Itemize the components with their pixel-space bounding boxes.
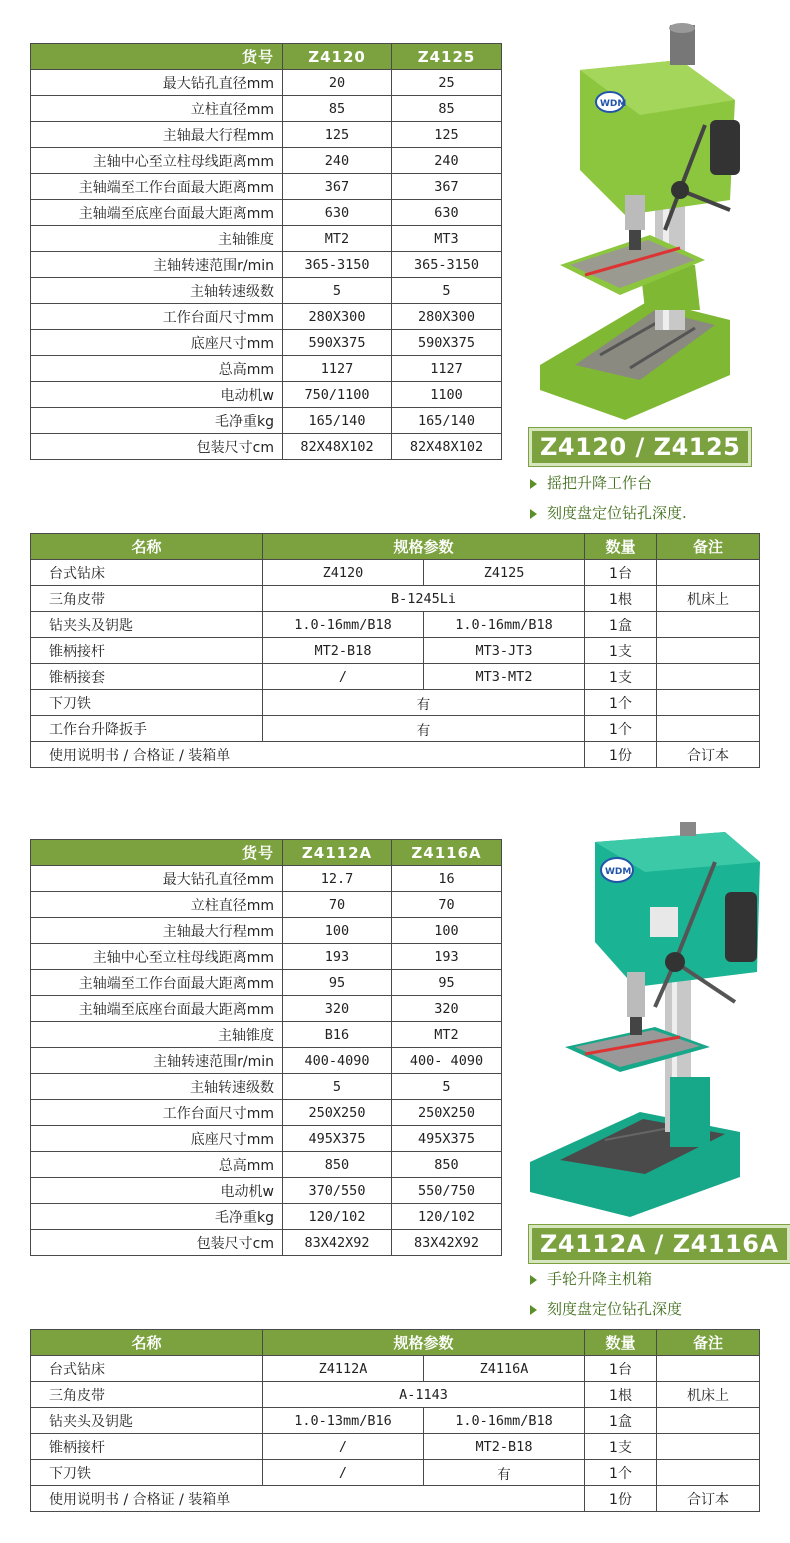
spec-value-b: 85 [392, 96, 502, 122]
accessory-note [657, 690, 760, 716]
accessory-qty: 1个 [585, 690, 657, 716]
drill-press-z4120-image [530, 20, 760, 420]
spec-label: 包装尺寸cm [31, 434, 283, 460]
accessory-note [657, 612, 760, 638]
spec-label: 包装尺寸cm [31, 1230, 283, 1256]
accessory-name: 使用说明书 / 合格证 / 装箱单 [31, 1486, 585, 1512]
accessory-row [31, 1408, 760, 1434]
spec-table-2 [30, 839, 502, 1256]
feature-2-1 [530, 1268, 652, 1289]
accessory-name: 台式钻床 [31, 560, 263, 586]
spec-label: 主轴端至底座台面最大距离mm [31, 200, 283, 226]
accessory-row [31, 612, 760, 638]
accessory-spec-a: / [263, 1460, 424, 1486]
accessory-spec-b: MT3-MT2 [424, 664, 585, 690]
spec-value-b: 550/750 [392, 1178, 502, 1204]
spec-value-a: 100 [283, 918, 392, 944]
spec-value-a: 5 [283, 1074, 392, 1100]
accessory-name: 锥柄接杆 [31, 1434, 263, 1460]
spec-value-b: 250X250 [392, 1100, 502, 1126]
spec-row [31, 252, 502, 278]
accessory-spec-b: MT3-JT3 [424, 638, 585, 664]
spec-value-a: 120/102 [283, 1204, 392, 1230]
spec-label: 主轴端至工作台面最大距离mm [31, 174, 283, 200]
spec-value-b: 5 [392, 278, 502, 304]
acc-header-spec: 规格参数 [263, 534, 585, 560]
spec-value-b: 25 [392, 70, 502, 96]
spec-row [31, 1048, 502, 1074]
machine-1-logo: WDM [600, 99, 627, 109]
spec-value-a: 20 [283, 70, 392, 96]
accessory-name: 工作台升降扳手 [31, 716, 263, 742]
acc-header-qty: 数量 [585, 534, 657, 560]
accessory-spec-a: 1.0-13mm/B16 [263, 1408, 424, 1434]
acc-header-name: 名称 [31, 1330, 263, 1356]
spec-row [31, 330, 502, 356]
spec-row [31, 200, 502, 226]
spec-value-b: 1127 [392, 356, 502, 382]
spec-header-model-a: Z4112A [283, 840, 392, 866]
spec-value-a: 125 [283, 122, 392, 148]
spec-row [31, 1022, 502, 1048]
spec-label: 主轴端至工作台面最大距离mm [31, 970, 283, 996]
spec-label: 主轴最大行程mm [31, 918, 283, 944]
spec-row [31, 970, 502, 996]
spec-value-a: 495X375 [283, 1126, 392, 1152]
spec-label: 主轴转速级数 [31, 278, 283, 304]
spec-row [31, 1126, 502, 1152]
spec-label: 主轴转速级数 [31, 1074, 283, 1100]
spec-value-b: 82X48X102 [392, 434, 502, 460]
spec-value-a: 5 [283, 278, 392, 304]
feature-text: 手轮升降主机箱 [547, 1270, 653, 1288]
accessory-qty: 1个 [585, 1460, 657, 1486]
spec-header-label: 货号 [31, 840, 283, 866]
accessory-spec-b: Z4116A [424, 1356, 585, 1382]
spec-label: 毛净重kg [31, 408, 283, 434]
spec-value-b: 280X300 [392, 304, 502, 330]
accessory-spec: 有 [263, 716, 585, 742]
spec-value-a: 95 [283, 970, 392, 996]
feature-1-1 [530, 472, 652, 493]
spec-value-a: 630 [283, 200, 392, 226]
accessory-qty: 1个 [585, 716, 657, 742]
spec-value-a: B16 [283, 1022, 392, 1048]
accessory-note: 合订本 [657, 742, 760, 768]
spec-label: 主轴中心至立柱母线距离mm [31, 148, 283, 174]
spec-value-a: 240 [283, 148, 392, 174]
spec-value-a: 370/550 [283, 1178, 392, 1204]
spec-value-b: 70 [392, 892, 502, 918]
spec-row [31, 96, 502, 122]
accessory-name: 三角皮带 [31, 1382, 263, 1408]
spec-value-b: 5 [392, 1074, 502, 1100]
spec-row [31, 434, 502, 460]
accessory-row [31, 560, 760, 586]
spec-value-a: MT2 [283, 226, 392, 252]
accessory-qty: 1根 [585, 586, 657, 612]
spec-row [31, 1204, 502, 1230]
spec-row [31, 148, 502, 174]
spec-row [31, 1230, 502, 1256]
accessory-note [657, 1408, 760, 1434]
accessory-note: 合订本 [657, 1486, 760, 1512]
spec-header-model-b: Z4125 [392, 44, 502, 70]
accessory-note [657, 1434, 760, 1460]
accessory-spec-a: 1.0-16mm/B18 [263, 612, 424, 638]
spec-table-1 [30, 43, 502, 460]
accessory-row [31, 1460, 760, 1486]
accessory-note [657, 560, 760, 586]
accessory-spec-a: / [263, 664, 424, 690]
accessory-spec: 有 [263, 690, 585, 716]
accessory-note [657, 638, 760, 664]
accessory-name: 使用说明书 / 合格证 / 装箱单 [31, 742, 585, 768]
spec-value-b: 100 [392, 918, 502, 944]
accessory-spec-a: Z4120 [263, 560, 424, 586]
accessory-note: 机床上 [657, 1382, 760, 1408]
accessory-row [31, 1382, 760, 1408]
spec-value-b: 850 [392, 1152, 502, 1178]
accessory-row [31, 742, 760, 768]
accessory-note [657, 716, 760, 742]
spec-row [31, 1178, 502, 1204]
spec-row [31, 996, 502, 1022]
spec-header-model-b: Z4116A [392, 840, 502, 866]
accessory-qty: 1支 [585, 1434, 657, 1460]
spec-label: 总高mm [31, 1152, 283, 1178]
accessory-table-2 [30, 1329, 760, 1512]
spec-row [31, 174, 502, 200]
accessory-name: 下刀铁 [31, 1460, 263, 1486]
spec-value-a: 12.7 [283, 866, 392, 892]
accessory-qty: 1支 [585, 638, 657, 664]
spec-value-b: 367 [392, 174, 502, 200]
accessory-name: 三角皮带 [31, 586, 263, 612]
accessory-qty: 1台 [585, 1356, 657, 1382]
accessory-spec-a: / [263, 1434, 424, 1460]
model-tag-2: Z4112A / Z4116A [529, 1225, 790, 1263]
accessory-row [31, 690, 760, 716]
spec-row [31, 304, 502, 330]
accessory-spec-b: 有 [424, 1460, 585, 1486]
accessory-spec-b: Z4125 [424, 560, 585, 586]
spec-label: 立柱直径mm [31, 892, 283, 918]
spec-label: 工作台面尺寸mm [31, 304, 283, 330]
spec-value-b: 165/140 [392, 408, 502, 434]
accessory-name: 下刀铁 [31, 690, 263, 716]
acc-header-note: 备注 [657, 1330, 760, 1356]
spec-header-label: 货号 [31, 44, 283, 70]
acc-header-spec: 规格参数 [263, 1330, 585, 1356]
spec-value-b: 125 [392, 122, 502, 148]
accessory-row [31, 716, 760, 742]
acc-header-qty: 数量 [585, 1330, 657, 1356]
spec-value-a: 165/140 [283, 408, 392, 434]
accessory-name: 锥柄接杆 [31, 638, 263, 664]
accessory-name: 钻夹头及钥匙 [31, 1408, 263, 1434]
accessory-note [657, 664, 760, 690]
accessory-spec-a: MT2-B18 [263, 638, 424, 664]
accessory-qty: 1支 [585, 664, 657, 690]
accessory-note [657, 1356, 760, 1382]
accessory-qty: 1根 [585, 1382, 657, 1408]
spec-value-a: 750/1100 [283, 382, 392, 408]
spec-label: 主轴转速范围r/min [31, 252, 283, 278]
spec-row [31, 278, 502, 304]
feature-text: 刻度盘定位钻孔深度. [547, 504, 687, 522]
spec-header-model-a: Z4120 [283, 44, 392, 70]
spec-row [31, 122, 502, 148]
spec-label: 总高mm [31, 356, 283, 382]
accessory-note [657, 1460, 760, 1486]
spec-label: 电动机w [31, 382, 283, 408]
spec-value-a: 590X375 [283, 330, 392, 356]
spec-label: 工作台面尺寸mm [31, 1100, 283, 1126]
spec-value-a: 400-4090 [283, 1048, 392, 1074]
spec-row [31, 918, 502, 944]
accessory-row [31, 1434, 760, 1460]
spec-value-a: 82X48X102 [283, 434, 392, 460]
accessory-name: 锥柄接套 [31, 664, 263, 690]
spec-value-b: 400- 4090 [392, 1048, 502, 1074]
spec-value-a: 320 [283, 996, 392, 1022]
accessory-note: 机床上 [657, 586, 760, 612]
feature-text: 摇把升降工作台 [547, 474, 653, 492]
spec-value-a: 85 [283, 96, 392, 122]
spec-label: 主轴锥度 [31, 1022, 283, 1048]
accessory-qty: 1盒 [585, 612, 657, 638]
spec-value-b: 16 [392, 866, 502, 892]
spec-value-a: 280X300 [283, 304, 392, 330]
spec-row [31, 70, 502, 96]
spec-value-b: MT2 [392, 1022, 502, 1048]
spec-row [31, 356, 502, 382]
spec-value-b: 495X375 [392, 1126, 502, 1152]
spec-row [31, 1074, 502, 1100]
model-tag-1: Z4120 / Z4125 [529, 428, 751, 466]
accessory-row [31, 1486, 760, 1512]
accessory-row [31, 1356, 760, 1382]
spec-value-b: 1100 [392, 382, 502, 408]
spec-label: 毛净重kg [31, 1204, 283, 1230]
feature-arrow-icon [530, 1275, 537, 1285]
feature-arrow-icon [530, 509, 537, 519]
feature-arrow-icon [530, 1305, 537, 1315]
spec-row [31, 382, 502, 408]
accessory-spec: B-1245Li [263, 586, 585, 612]
spec-value-b: 590X375 [392, 330, 502, 356]
accessory-spec-b: 1.0-16mm/B18 [424, 612, 585, 638]
accessory-row [31, 586, 760, 612]
accessory-qty: 1盒 [585, 1408, 657, 1434]
accessory-qty: 1份 [585, 1486, 657, 1512]
spec-value-b: 240 [392, 148, 502, 174]
accessory-qty: 1份 [585, 742, 657, 768]
accessory-name: 台式钻床 [31, 1356, 263, 1382]
spec-label: 主轴锥度 [31, 226, 283, 252]
spec-row [31, 1100, 502, 1126]
spec-row [31, 408, 502, 434]
spec-value-a: 250X250 [283, 1100, 392, 1126]
drill-press-z4112a-image [525, 822, 760, 1217]
accessory-row [31, 638, 760, 664]
accessory-row [31, 664, 760, 690]
spec-value-b: 365-3150 [392, 252, 502, 278]
spec-label: 最大钻孔直径mm [31, 866, 283, 892]
accessory-table-1 [30, 533, 760, 768]
spec-value-a: 1127 [283, 356, 392, 382]
accessory-qty: 1台 [585, 560, 657, 586]
spec-label: 主轴端至底座台面最大距离mm [31, 996, 283, 1022]
accessory-spec-b: MT2-B18 [424, 1434, 585, 1460]
acc-header-note: 备注 [657, 534, 760, 560]
spec-row [31, 866, 502, 892]
spec-row [31, 892, 502, 918]
machine-2-logo: WDM [605, 867, 632, 877]
spec-label: 底座尺寸mm [31, 330, 283, 356]
spec-row [31, 1152, 502, 1178]
accessory-spec: A-1143 [263, 1382, 585, 1408]
spec-label: 底座尺寸mm [31, 1126, 283, 1152]
spec-label: 主轴中心至立柱母线距离mm [31, 944, 283, 970]
spec-label: 主轴转速范围r/min [31, 1048, 283, 1074]
spec-value-b: 120/102 [392, 1204, 502, 1230]
feature-2-2 [530, 1298, 682, 1319]
spec-value-b: MT3 [392, 226, 502, 252]
feature-arrow-icon [530, 479, 537, 489]
feature-1-2 [530, 502, 687, 523]
spec-value-a: 365-3150 [283, 252, 392, 278]
accessory-spec-a: Z4112A [263, 1356, 424, 1382]
spec-value-a: 193 [283, 944, 392, 970]
spec-label: 立柱直径mm [31, 96, 283, 122]
feature-text: 刻度盘定位钻孔深度 [547, 1300, 683, 1318]
spec-value-b: 95 [392, 970, 502, 996]
spec-value-a: 367 [283, 174, 392, 200]
spec-row [31, 226, 502, 252]
spec-label: 主轴最大行程mm [31, 122, 283, 148]
spec-value-a: 850 [283, 1152, 392, 1178]
spec-value-b: 193 [392, 944, 502, 970]
spec-value-a: 83X42X92 [283, 1230, 392, 1256]
spec-value-b: 83X42X92 [392, 1230, 502, 1256]
spec-label: 电动机w [31, 1178, 283, 1204]
spec-label: 最大钻孔直径mm [31, 70, 283, 96]
accessory-spec-b: 1.0-16mm/B18 [424, 1408, 585, 1434]
spec-value-a: 70 [283, 892, 392, 918]
spec-value-b: 630 [392, 200, 502, 226]
accessory-name: 钻夹头及钥匙 [31, 612, 263, 638]
spec-row [31, 944, 502, 970]
acc-header-name: 名称 [31, 534, 263, 560]
spec-value-b: 320 [392, 996, 502, 1022]
